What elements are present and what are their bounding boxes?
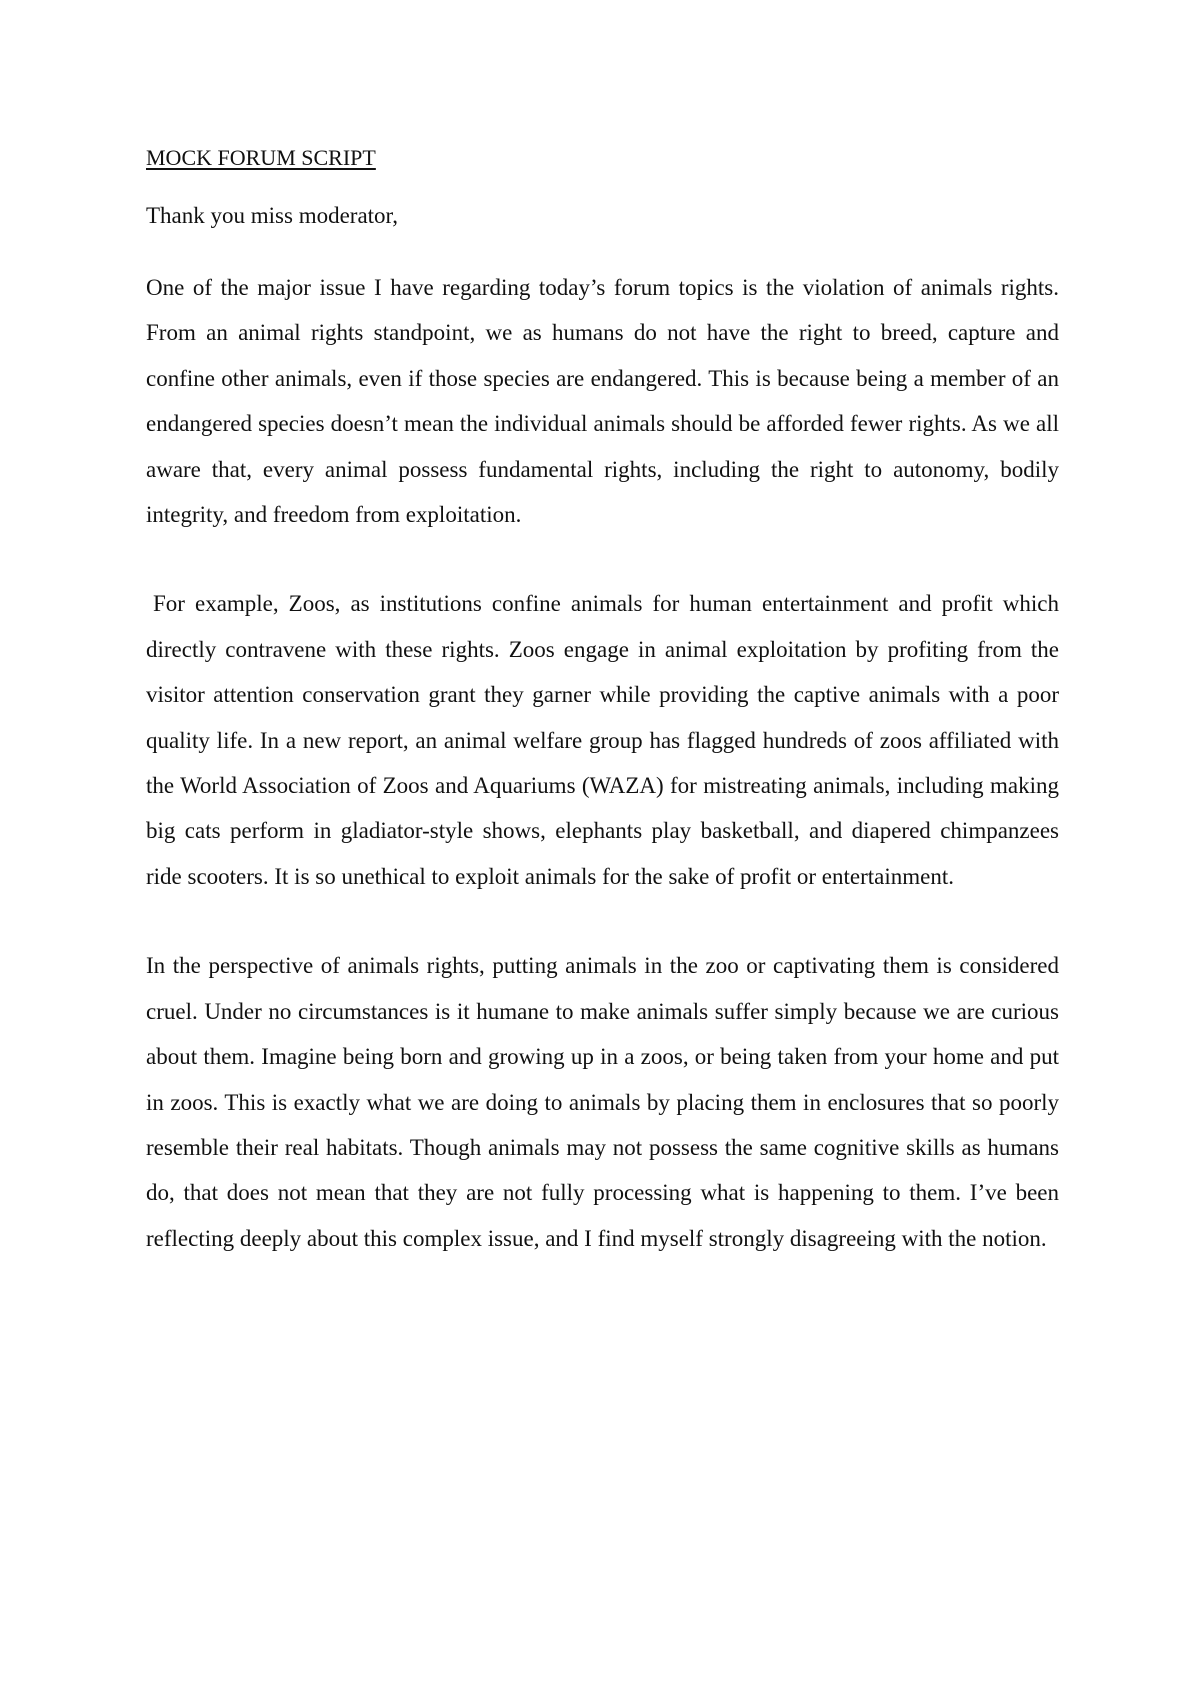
- paragraph-zoo-example: For example, Zoos, as institutions confine animals for human entertainment and profit which directly contravene with these rights. Zoos engage in animal exploitation by profiting from the visitor attention conservation grant they garner while providing the captive animals with a poor quality life. In a new report, an animal welfare group has flagged hundreds of zoos affiliated with the World Association of Zoos and Aquariums (WAZA) for mistreating animals, including making big cats perform in gladiator-style shows, elephants play basketball, and diapered chimpanzees ride scooters. It is so unethical to exploit animals for the sake of profit or entertainment.: [146, 591, 1059, 889]
- paragraph-animal-rights: One of the major issue I have regarding today’s forum topics is the violation of animals rights. From an animal rights standpoint, we as humans do not have the right to breed, capture and confine other animals, even if those species are endangered. This is because being a member of an endangered species doesn’t mean the individual animals should be afforded fewer rights. As we all aware that, every animal possess fundamental rights, including the right to autonomy, bodily integrity, and freedom from exploitation.: [146, 275, 1059, 528]
- paragraph-perspective: In the perspective of animals rights, putting animals in the zoo or captivating them is considered cruel. Under no circumstances is it humane to make animals suffer simply because we are curious about them. Imagine being born and growing up in a zoos, or being taken from your home and put in zoos. This is exactly what we are doing to animals by placing them in enclosures that so poorly resemble their real habitats. Though animals may not possess the same cognitive skills as humans do, that does not mean that they are not fully processing what is happening to them. I’ve been reflecting deeply about this complex issue, and I find myself strongly disagreeing with the notion.: [146, 953, 1059, 1251]
- document-title: MOCK FORUM SCRIPT: [146, 145, 376, 170]
- greeting-line: Thank you miss moderator,: [146, 203, 399, 228]
- document-body: [146, 144, 1059, 1261]
